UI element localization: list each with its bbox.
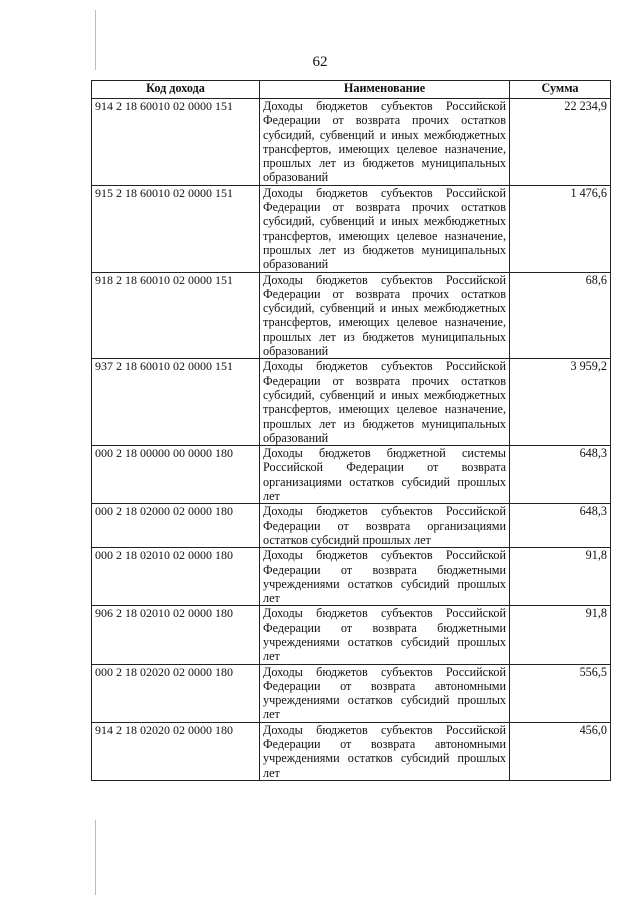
row-name: Доходы бюджетов субъектов Российской Федерации от возврата автономными учреждениями остатков субсидий прошлых лет [260,664,510,722]
row-sum: 3 959,2 [510,359,611,446]
row-name: Доходы бюджетов субъектов Российской Федерации от возврата бюджетными учреждениями остатков субсидий прошлых лет [260,606,510,664]
row-sum: 648,3 [510,504,611,548]
row-name: Доходы бюджетов субъектов Российской Федерации от возврата автономными учреждениями остатков субсидий прошлых лет [260,722,510,780]
row-code: 000 2 18 00000 00 0000 180 [92,446,260,504]
row-name: Доходы бюджетов субъектов Российской Федерации от возврата прочих остатков субсидий, субвенций и иных межбюджетных трансфертов, имеющих целевое назначение, прошлых лет из бюджетов муниципальных образований [260,272,510,359]
table-row [92,359,611,446]
header-sum: Сумма [510,81,611,99]
row-code: 918 2 18 60010 02 0000 151 [92,272,260,359]
row-sum: 91,8 [510,548,611,606]
row-code: 914 2 18 02020 02 0000 180 [92,722,260,780]
table-row [92,504,611,548]
row-sum: 68,6 [510,272,611,359]
table-row [92,664,611,722]
table-header-row [92,81,611,99]
row-code: 000 2 18 02020 02 0000 180 [92,664,260,722]
table-row [92,272,611,359]
table-row [92,722,611,780]
row-code: 906 2 18 02010 02 0000 180 [92,606,260,664]
row-sum: 22 234,9 [510,99,611,186]
header-code: Код дохода [92,81,260,99]
table-row [92,99,611,186]
row-name: Доходы бюджетов бюджетной системы Российской Федерации от возврата организациями остатков субсидий прошлых лет [260,446,510,504]
row-code: 915 2 18 60010 02 0000 151 [92,185,260,272]
row-name: Доходы бюджетов субъектов Российской Федерации от возврата прочих остатков субсидий, субвенций и иных межбюджетных трансфертов, имеющих целевое назначение, прошлых лет из бюджетов муниципальных образований [260,99,510,186]
table-row [92,606,611,664]
row-name: Доходы бюджетов субъектов Российской Федерации от возврата прочих остатков субсидий, субвенций и иных межбюджетных трансфертов, имеющих целевое назначение, прошлых лет из бюджетов муниципальных образований [260,359,510,446]
row-sum: 1 476,6 [510,185,611,272]
scan-margin-mark [95,820,96,895]
row-code: 937 2 18 60010 02 0000 151 [92,359,260,446]
row-sum: 456,0 [510,722,611,780]
table-row [92,548,611,606]
row-code: 914 2 18 60010 02 0000 151 [92,99,260,186]
table-row [92,446,611,504]
scan-margin-mark [95,10,96,70]
row-code: 000 2 18 02000 02 0000 180 [92,504,260,548]
row-sum: 91,8 [510,606,611,664]
header-name: Наименование [260,81,510,99]
row-sum: 648,3 [510,446,611,504]
row-name: Доходы бюджетов субъектов Российской Федерации от возврата прочих остатков субсидий, субвенций и иных межбюджетных трансфертов, имеющих целевое назначение, прошлых лет из бюджетов муниципальных образований [260,185,510,272]
table-row [92,185,611,272]
row-code: 000 2 18 02010 02 0000 180 [92,548,260,606]
revenue-table [91,80,611,781]
row-name: Доходы бюджетов субъектов Российской Федерации от возврата организациями остатков субсидий прошлых лет [260,504,510,548]
page-number: 62 [312,54,328,70]
row-name: Доходы бюджетов субъектов Российской Федерации от возврата бюджетными учреждениями остатков субсидий прошлых лет [260,548,510,606]
row-sum: 556,5 [510,664,611,722]
